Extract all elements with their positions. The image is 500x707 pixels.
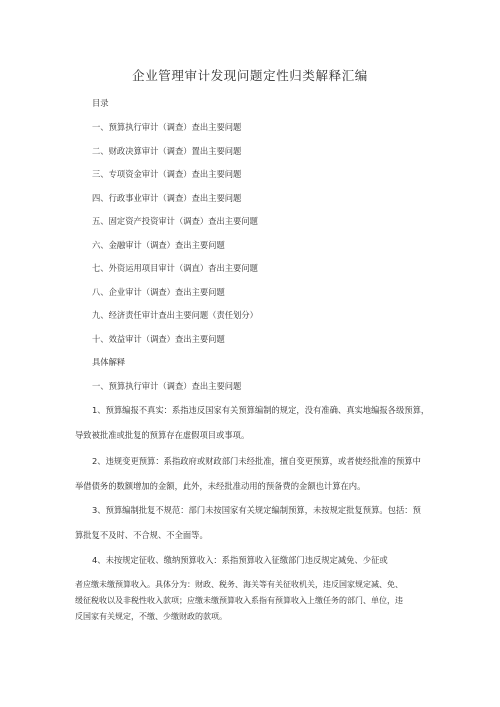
toc-item-5: 五、固定资产投资审计（调查）查出主要问题 — [92, 216, 258, 226]
toc-item-2: 二、财政决算审计（调查）置出主要问题 — [92, 146, 242, 156]
section-1-title: 一、预算执行审计（调查）查出主要问题 — [92, 381, 242, 391]
paragraph-1-line-1: 1、预算编报不真实：系指违反国家有关预算编制的规定，没有准确、真实地编报各级预算， — [92, 405, 430, 415]
paragraph-3-line-2: 算批复不及时、不合规、不全面等。 — [75, 530, 208, 540]
toc-item-7: 七、外资运用项目审计（调直）杳出主要问题 — [92, 263, 258, 273]
paragraph-1-line-2: 导致被批准或批复的预算存在虚假项目或事项。 — [75, 430, 250, 440]
paragraph-4-line-3: 缓征税收以及非税性收入款项；应缴未缴预算收入系指有预算收入上缴任务的部门、单位，违 — [75, 596, 403, 605]
paragraph-4-line-1: 4、未按规定征收、缴纳预算收入：系指预算收入征缴部门违反规定减免、少征或 — [92, 555, 388, 565]
paragraph-4-line-2: 者应缴未缴预算收入。具体分为：财政、税务、海关等有关征收机关，违反国家规定减、免、 — [75, 580, 403, 589]
paragraph-3-line-1: 3、预算编制批复不规范：部门未按国家有关规定编制预算，未按规定批复预算。包括：预 — [92, 505, 421, 515]
toc-item-8: 八、企业审计（调查）查出主要问题 — [92, 287, 225, 297]
toc-item-9: 九、经济责任审计查出主要问题（责任划分） — [92, 310, 258, 320]
paragraph-2-line-2: 举借债务的数额增加的金额，此外，未经批准动用的预备费的金额也计算在内。 — [75, 481, 366, 491]
paragraph-2-line-1: 2、违规变更预算：系指政府或财政部门未经批准，擅自变更预算，或者使经批准的预算中 — [92, 456, 421, 466]
toc-item-3: 三、专项资金审计（调查）查出主要问题 — [92, 169, 242, 179]
detail-heading: 具体解释 — [92, 357, 126, 367]
toc-item-1: 一、预算执行审计（调查）查出主要问题 — [92, 122, 242, 132]
toc-heading: 目录 — [92, 98, 109, 108]
toc-item-4: 四、行政事业审计（调查）查出主要问题 — [92, 193, 242, 203]
toc-item-10: 十、效益审计（调查）查出主要问题 — [92, 334, 225, 344]
toc-item-6: 六、金融审计（调查）查出主要问题 — [92, 240, 225, 250]
document-title: 企业管理审计发现问题定性归类解释汇编 — [132, 68, 368, 83]
paragraph-4-line-4: 反国家有关规定，不缴、少缴财政的款项。 — [75, 612, 227, 621]
